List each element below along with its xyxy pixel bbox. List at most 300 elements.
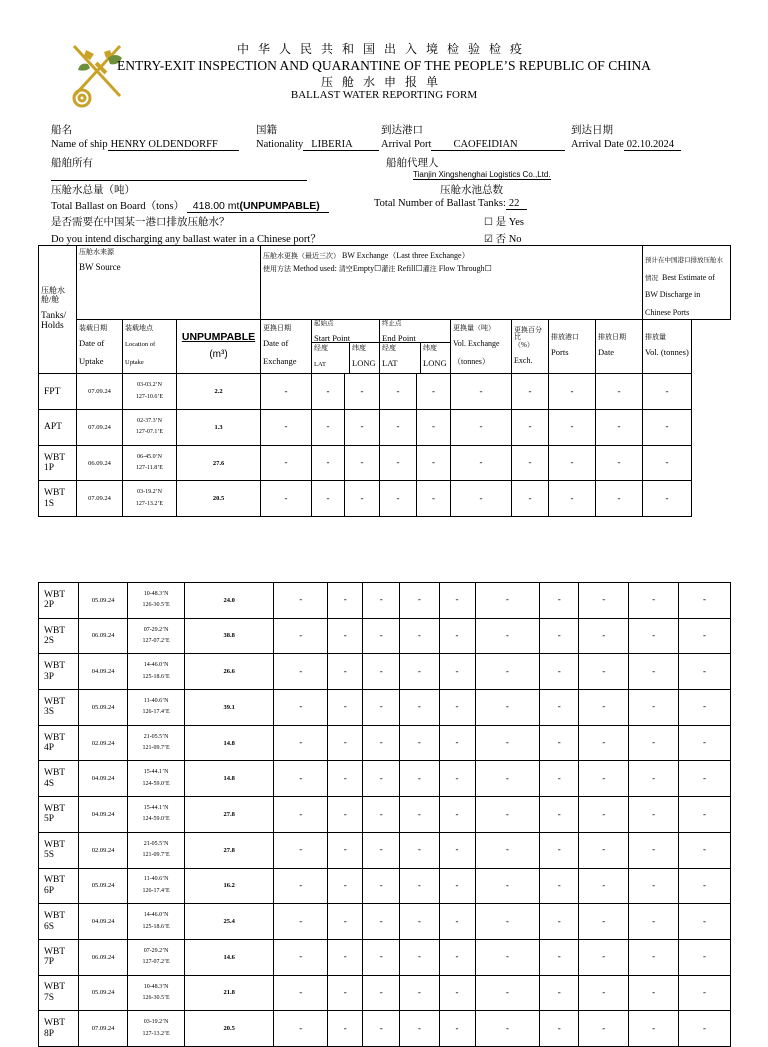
empty-value-cell: -	[274, 904, 328, 940]
empty-value-cell: -	[540, 1011, 579, 1047]
empty-value-cell: -	[312, 445, 345, 481]
uptake-date-cell: 07.09.24	[77, 410, 123, 446]
empty-value-cell: -	[439, 1011, 475, 1047]
empty-value-cell: -	[629, 1011, 679, 1047]
uptake-date-cell: 06.09.24	[79, 939, 128, 975]
empty-value-cell: -	[363, 975, 400, 1011]
empty-value-cell: -	[549, 445, 596, 481]
th-tanks-en: Tanks/ Holds	[41, 311, 67, 332]
th-uptake-location-cn: 装载地点	[125, 324, 153, 333]
empty-value-cell: -	[439, 583, 475, 619]
uptake-location-cell	[128, 725, 185, 761]
tank-name-cell: WBT 1P	[39, 445, 77, 481]
total-tanks-label-cn: 压舱水池总数	[440, 185, 503, 196]
empty-value-cell: -	[400, 690, 439, 726]
table-top-body	[39, 374, 731, 517]
empty-value-cell: -	[596, 481, 643, 517]
uptake-date-cell: 02.09.24	[79, 832, 128, 868]
total-ballast-label-cn: 压舱水总量（吨）	[51, 185, 135, 196]
th-percent-cn: 更换百分比	[514, 325, 543, 342]
th-empty-box[interactable]: ☐	[374, 264, 382, 273]
empty-value-cell: -	[475, 725, 540, 761]
empty-value-cell: -	[540, 583, 579, 619]
empty-value-cell: -	[274, 725, 328, 761]
tank-name-cell: APT	[39, 410, 77, 446]
th-end-cn: 终止点	[382, 320, 402, 328]
unpumpable-volume-cell: 21.8	[185, 975, 274, 1011]
th-end-en: End Point	[382, 332, 416, 343]
empty-value-cell: -	[274, 654, 328, 690]
empty-value-cell: -	[417, 410, 451, 446]
empty-value-cell: -	[261, 445, 312, 481]
uptake-date-cell: 07.09.24	[79, 1011, 128, 1047]
unpumpable-volume-cell: 24.0	[185, 583, 274, 619]
nationality-field	[256, 139, 379, 151]
empty-value-cell: -	[328, 690, 363, 726]
uptake-location-cell	[123, 481, 177, 517]
table-row	[39, 868, 731, 904]
empty-value-cell: -	[579, 939, 629, 975]
empty-value-cell: -	[312, 481, 345, 517]
empty-value-cell: -	[512, 374, 549, 410]
uptake-lon: 127-13.2’E	[135, 500, 164, 507]
uptake-date-cell: 04.09.24	[79, 904, 128, 940]
ship-name-label-cn: 船名	[51, 125, 72, 136]
empty-value-cell: -	[328, 832, 363, 868]
empty-value-cell: -	[549, 481, 596, 517]
tank-name-cell: WBT 2S	[39, 618, 79, 654]
unpumpable-volume-cell: 25.4	[185, 904, 274, 940]
empty-value-cell: -	[274, 797, 328, 833]
tank-name-cell: FPT	[39, 374, 77, 410]
table-row	[39, 904, 731, 940]
arrival-port-label: Arrival Port	[381, 139, 432, 150]
arrival-port-label-cn: 到达港口	[381, 125, 423, 136]
th-discharge-date	[596, 320, 643, 374]
table-row	[39, 583, 731, 619]
th-ports-cn: 排放港口	[551, 333, 580, 342]
uptake-date-cell: 05.09.24	[79, 583, 128, 619]
th-start-point	[312, 320, 380, 374]
ship-owner-label-cn: 船舶所有	[51, 158, 93, 169]
nationality-label-cn: 国籍	[256, 125, 277, 136]
uptake-date-cell: 05.09.24	[79, 975, 128, 1011]
no-option[interactable]	[484, 231, 522, 246]
unpumpable-volume-cell: 27.8	[185, 832, 274, 868]
th-flow-box[interactable]: ☐	[484, 264, 492, 273]
empty-value-cell: -	[439, 725, 475, 761]
uptake-lat: 02-37.3’N	[137, 418, 162, 425]
empty-value-cell: -	[274, 1011, 328, 1047]
th-vol-exchange	[451, 320, 512, 374]
empty-value-cell: -	[549, 410, 596, 446]
uptake-location-cell	[123, 445, 177, 481]
empty-value-cell: -	[678, 904, 730, 940]
table-row	[39, 445, 731, 481]
th-start-lat-cn: 经度	[314, 344, 329, 353]
th-start-en: Start Point	[314, 332, 351, 343]
uptake-date-cell: 04.09.24	[79, 797, 128, 833]
uptake-lat: 07-29.2’N	[143, 947, 169, 954]
empty-value-cell: -	[380, 445, 417, 481]
table-row	[39, 690, 731, 726]
th-method-line	[263, 262, 640, 276]
total-ballast-field	[51, 198, 329, 213]
empty-value-cell: -	[540, 868, 579, 904]
tank-name-cell: WBT 5S	[39, 832, 79, 868]
tank-name-cell: WBT 2P	[39, 583, 79, 619]
empty-value-cell: -	[629, 725, 679, 761]
th-uptake-date	[77, 320, 123, 374]
table-row	[39, 1011, 731, 1047]
uptake-lat: 10-48.3’N	[143, 983, 169, 990]
empty-value-cell: -	[540, 797, 579, 833]
uptake-date-cell: 06.09.24	[79, 618, 128, 654]
th-source	[77, 246, 261, 320]
empty-value-cell: -	[439, 868, 475, 904]
tank-name-cell: WBT 7S	[39, 975, 79, 1011]
th-end-long-cn: 纬度	[423, 344, 438, 353]
empty-value-cell: -	[439, 797, 475, 833]
th-start-point-title	[312, 320, 379, 343]
table-row	[39, 481, 731, 517]
uptake-lat: 21-05.5’N	[143, 733, 169, 740]
empty-value-cell: -	[400, 761, 439, 797]
th-start-subcols	[312, 343, 379, 373]
empty-value-cell: -	[540, 618, 579, 654]
tank-name-cell: WBT 1S	[39, 481, 77, 517]
empty-value-cell: -	[579, 725, 629, 761]
empty-value-cell: -	[475, 975, 540, 1011]
th-estimate	[643, 246, 731, 320]
uptake-location-cell	[128, 797, 185, 833]
empty-value-cell: -	[678, 975, 730, 1011]
table-row	[39, 654, 731, 690]
th-start-cn: 起始点	[314, 320, 334, 328]
th-estimate-cn: 预计在中国港口排放压舱水情况	[645, 257, 724, 282]
uptake-lat: 14-46.0’N	[143, 662, 169, 669]
tank-name-cell: WBT 6P	[39, 868, 79, 904]
uptake-lon: 125-18.6’E	[142, 673, 170, 680]
empty-value-cell: -	[540, 690, 579, 726]
uptake-location-cell	[128, 832, 185, 868]
uptake-location-cell	[123, 410, 177, 446]
th-discharge-vol-cn: 排放量	[645, 333, 667, 342]
empty-value-cell: -	[678, 1011, 730, 1047]
empty-value-cell: -	[643, 481, 692, 517]
uptake-location-cell	[128, 939, 185, 975]
arrival-port-value: CAOFEIDIAN	[431, 139, 565, 151]
uptake-lat: 14-46.0’N	[143, 912, 169, 919]
empty-value-cell: -	[328, 1011, 363, 1047]
empty-value-cell: -	[345, 410, 380, 446]
tank-name-cell: WBT 3S	[39, 690, 79, 726]
empty-value-cell: -	[400, 583, 439, 619]
tank-name-cell: WBT 4S	[39, 761, 79, 797]
arrival-port-field	[381, 139, 565, 151]
ship-agent-value: Tianjin Xingshenghai Logistics Co.,Ltd.	[413, 170, 551, 179]
empty-value-cell: -	[363, 583, 400, 619]
uptake-location-cell	[128, 975, 185, 1011]
empty-value-cell: -	[678, 654, 730, 690]
unpumpable-volume-cell: 27.8	[185, 797, 274, 833]
nationality-label: Nationality	[256, 139, 304, 150]
empty-value-cell: -	[363, 797, 400, 833]
empty-value-cell: -	[380, 410, 417, 446]
empty-value-cell: -	[451, 410, 512, 446]
empty-value-cell: -	[417, 481, 451, 517]
th-percent-unit: （%）	[514, 340, 534, 349]
empty-value-cell: -	[678, 761, 730, 797]
empty-value-cell: -	[439, 654, 475, 690]
empty-value-cell: -	[363, 868, 400, 904]
table-row	[39, 939, 731, 975]
empty-value-cell: -	[512, 445, 549, 481]
table-bottom-body	[39, 583, 731, 1047]
unpumpable-volume-cell: 27.6	[177, 445, 261, 481]
empty-value-cell: -	[400, 832, 439, 868]
th-discharge-vol	[643, 320, 692, 374]
empty-value-cell: -	[345, 374, 380, 410]
ship-name-value: HENRY OLDENDORFF	[108, 139, 239, 151]
empty-value-cell: -	[579, 618, 629, 654]
empty-value-cell: -	[475, 654, 540, 690]
th-uptake-date-cn: 装载日期	[79, 324, 107, 333]
yes-checkbox[interactable]: ☐	[484, 217, 493, 228]
empty-value-cell: -	[400, 654, 439, 690]
uptake-lon: 126-30.5’E	[142, 994, 170, 1001]
total-tanks-label: Total Number of Ballast Tanks:	[374, 198, 506, 209]
total-ballast-value-wrap	[187, 200, 329, 213]
unpumpable-volume-cell: 38.8	[185, 618, 274, 654]
empty-value-cell: -	[643, 410, 692, 446]
empty-value-cell: -	[475, 618, 540, 654]
th-start-long-cn: 纬度	[352, 344, 367, 353]
empty-value-cell: -	[549, 374, 596, 410]
arrival-date-field	[571, 139, 681, 151]
uptake-location-cell	[128, 1011, 185, 1047]
empty-value-cell: -	[274, 939, 328, 975]
th-end-long	[421, 343, 449, 373]
uptake-lon: 127-11.8’E	[136, 465, 163, 472]
empty-value-cell: -	[400, 1011, 439, 1047]
uptake-lat: 11-40.6’N	[143, 698, 169, 705]
empty-value-cell: -	[540, 939, 579, 975]
uptake-lat: 10-48.3’N	[143, 590, 169, 597]
empty-value-cell: -	[629, 868, 679, 904]
empty-value-cell: -	[363, 832, 400, 868]
th-exchange-date-cn: 更换日期	[263, 324, 292, 333]
empty-value-cell: -	[380, 481, 417, 517]
empty-value-cell: -	[475, 832, 540, 868]
empty-value-cell: -	[400, 939, 439, 975]
empty-value-cell: -	[328, 654, 363, 690]
th-vol-exchange-en: Vol. Exchange（tonnes）	[453, 339, 500, 366]
uptake-lon: 127-07.1’E	[135, 429, 164, 436]
empty-value-cell: -	[363, 761, 400, 797]
empty-value-cell: -	[629, 975, 679, 1011]
empty-value-cell: -	[540, 975, 579, 1011]
uptake-date-cell: 07.09.24	[77, 374, 123, 410]
yes-label: 是 Yes	[495, 217, 524, 228]
uptake-date-cell: 04.09.24	[79, 654, 128, 690]
uptake-location-cell	[128, 761, 185, 797]
th-percent-en: Exch.	[514, 355, 533, 365]
uptake-lon: 121-09.7’E	[142, 745, 170, 752]
uptake-lat: 11-40.6’N	[143, 876, 169, 883]
empty-value-cell: -	[629, 654, 679, 690]
th-refill-box[interactable]: ☐	[415, 264, 423, 273]
tank-name-cell: WBT 7P	[39, 939, 79, 975]
empty-value-cell: -	[274, 868, 328, 904]
th-exchange-date-en: Date of Exchange	[263, 338, 297, 366]
total-ballast-value: 418.00 mt	[192, 200, 240, 212]
empty-value-cell: -	[274, 690, 328, 726]
th-estimate-en: Best Estimate of BW Discharge in Chinese Ports	[645, 272, 715, 317]
empty-value-cell: -	[400, 975, 439, 1011]
empty-value-cell: -	[629, 583, 679, 619]
th-end-point	[380, 320, 451, 374]
empty-value-cell: -	[678, 797, 730, 833]
table-row	[39, 410, 731, 446]
th-uptake-date-en: Date of Uptake	[79, 338, 105, 366]
empty-value-cell: -	[363, 618, 400, 654]
th-uptake-location	[123, 320, 177, 374]
empty-value-cell: -	[629, 832, 679, 868]
empty-value-cell: -	[417, 445, 451, 481]
ship-owner-line	[51, 180, 307, 181]
empty-value-cell: -	[312, 374, 345, 410]
th-refill-en: Refill	[397, 264, 416, 273]
empty-value-cell: -	[475, 1011, 540, 1047]
th-flow-en: Flow Through	[438, 264, 485, 273]
th-start-long	[350, 343, 378, 373]
empty-value-cell: -	[540, 654, 579, 690]
empty-value-cell: -	[328, 761, 363, 797]
uptake-date-cell: 02.09.24	[79, 725, 128, 761]
uptake-date-cell: 04.09.24	[79, 761, 128, 797]
th-percent	[512, 320, 549, 374]
th-exchange-title	[263, 250, 640, 262]
ship-name-label: Name of ship	[51, 139, 108, 150]
unpumpable-volume-cell: 39.1	[185, 690, 274, 726]
total-ballast-unpumpable: (UNPUMPABLE)	[239, 200, 320, 212]
nationality-value: LIBERIA	[303, 139, 379, 151]
empty-value-cell: -	[643, 445, 692, 481]
unpumpable-volume-cell: 20.5	[177, 481, 261, 517]
empty-value-cell: -	[579, 690, 629, 726]
uptake-lat: 07-29.2’N	[143, 626, 169, 633]
empty-value-cell: -	[678, 690, 730, 726]
empty-value-cell: -	[274, 761, 328, 797]
tank-name-cell: WBT 8P	[39, 1011, 79, 1047]
empty-value-cell: -	[579, 761, 629, 797]
uptake-date-cell: 07.09.24	[77, 481, 123, 517]
empty-value-cell: -	[345, 481, 380, 517]
th-tanks	[39, 246, 77, 374]
empty-value-cell: -	[596, 374, 643, 410]
discharge-question-en: Do you intend discharging any ballast water in a Chinese port？	[51, 234, 321, 245]
table-row	[39, 725, 731, 761]
empty-value-cell: -	[328, 939, 363, 975]
empty-value-cell: -	[439, 690, 475, 726]
empty-value-cell: -	[451, 445, 512, 481]
no-checkbox[interactable]: ☑	[484, 234, 493, 245]
empty-value-cell: -	[475, 797, 540, 833]
th-method-en: Method used:	[293, 264, 337, 273]
unpumpable-volume-cell: 14.8	[185, 761, 274, 797]
tank-name-cell: WBT 6S	[39, 904, 79, 940]
empty-value-cell: -	[579, 654, 629, 690]
uptake-lon: 124-59.0’E	[142, 780, 170, 787]
th-end-lat-en: LAT	[382, 358, 398, 369]
empty-value-cell: -	[678, 832, 730, 868]
yes-option[interactable]	[484, 214, 524, 229]
table-row	[39, 975, 731, 1011]
empty-value-cell: -	[475, 690, 540, 726]
discharge-question-cn: 是否需要在中国某一港口排放压舱水？	[51, 217, 230, 228]
empty-value-cell: -	[475, 868, 540, 904]
empty-value-cell: -	[363, 904, 400, 940]
empty-value-cell: -	[274, 975, 328, 1011]
empty-value-cell: -	[512, 410, 549, 446]
empty-value-cell: -	[328, 618, 363, 654]
empty-value-cell: -	[400, 868, 439, 904]
empty-value-cell: -	[629, 690, 679, 726]
unpumpable-volume-cell: 14.6	[185, 939, 274, 975]
th-unpumpable-label: UNPUMPABLE	[181, 331, 256, 344]
th-exchange	[261, 246, 643, 320]
uptake-lon: 124-59.0’E	[142, 816, 170, 823]
unpumpable-volume-cell: 26.6	[185, 654, 274, 690]
empty-value-cell: -	[363, 1011, 400, 1047]
uptake-lat: 03-03.2’N	[137, 382, 162, 389]
empty-value-cell: -	[400, 797, 439, 833]
empty-value-cell: -	[629, 797, 679, 833]
empty-value-cell: -	[596, 410, 643, 446]
ballast-table-top	[38, 245, 731, 517]
empty-value-cell: -	[345, 445, 380, 481]
th-source-en: BW Source	[79, 261, 121, 272]
tank-name-cell: WBT 4P	[39, 725, 79, 761]
empty-value-cell: -	[274, 618, 328, 654]
empty-value-cell: -	[475, 939, 540, 975]
empty-value-cell: -	[400, 725, 439, 761]
th-unpumpable	[177, 320, 261, 374]
empty-value-cell: -	[328, 583, 363, 619]
uptake-location-cell	[128, 904, 185, 940]
empty-value-cell: -	[451, 374, 512, 410]
uptake-lon: 126-17.4’E	[142, 887, 170, 894]
empty-value-cell: -	[678, 583, 730, 619]
empty-value-cell: -	[579, 975, 629, 1011]
empty-value-cell: -	[328, 975, 363, 1011]
no-label: 否 No	[495, 234, 522, 245]
unpumpable-volume-cell: 16.2	[185, 868, 274, 904]
th-ports	[549, 320, 596, 374]
empty-value-cell: -	[579, 797, 629, 833]
th-exchange-cn: 压舱水更换（最近三次）	[263, 252, 341, 260]
empty-value-cell: -	[380, 374, 417, 410]
uptake-lat: 15-44.1’N	[143, 769, 169, 776]
empty-value-cell: -	[629, 904, 679, 940]
empty-value-cell: -	[400, 904, 439, 940]
empty-value-cell: -	[629, 618, 679, 654]
ship-agent-label-cn: 船舶代理人	[386, 158, 439, 169]
uptake-date-cell: 06.09.24	[77, 445, 123, 481]
uptake-lat: 15-44.1’N	[143, 805, 169, 812]
empty-value-cell: -	[540, 725, 579, 761]
